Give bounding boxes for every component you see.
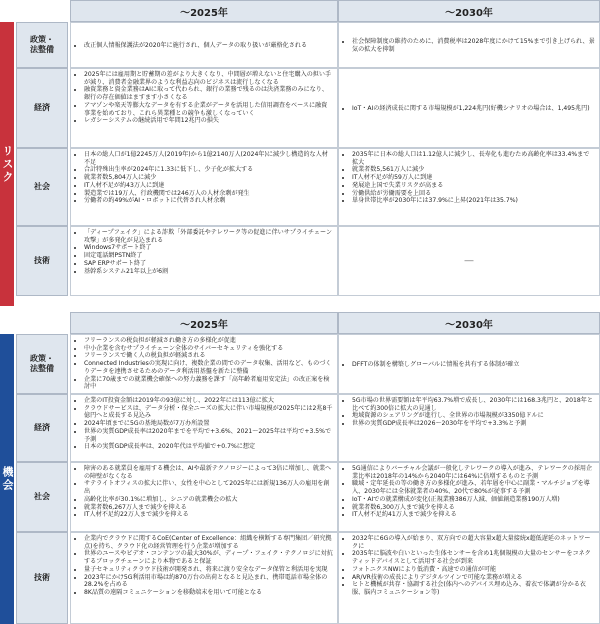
bullet-item: • 日本の実質GDP成長率は、2020年代は平均値で+0.7%に想定 [84, 443, 333, 451]
bullet-item: • 企業内でクラウドに関するCoE(Center of Excellence：組織を横断する専門集団／研究拠点)を持ち、クラウド化の経営管理を行う企業が増加する [84, 535, 333, 550]
bullet-item: • IT人材不足が約59万人に到達 [352, 174, 595, 182]
header-2030-b: ～2030年 [338, 312, 600, 334]
bullet-item: • 合計特殊出生率が2024年に1.33に低下し、少子化が拡大する [84, 166, 333, 174]
cell-2025 [70, 394, 338, 462]
bullet-item: • 単身世帯比率が2030年には37.9%に上昇(2021年は35.7%) [352, 197, 595, 205]
opportunity-band: 機会 [0, 334, 14, 624]
cell-2030 [338, 68, 600, 148]
cell-2030 [338, 148, 600, 226]
bullet-item: • フリーランスの税負担が軽減され働き方の多様化が促進 [84, 337, 333, 345]
bullet-item: • 2035年に脳波や白いといった生体センサーを含め1兆個規模の大量のセンサーをコネクティッドデバイスとして活用する社会が到来 [352, 550, 595, 565]
cell-2025 [70, 226, 338, 296]
header-2025: ～2025年 [70, 0, 338, 22]
cell-2030 [338, 226, 600, 296]
cell-2030 [338, 532, 600, 624]
category-label: 技術 [16, 226, 68, 296]
bullet-item: • IT人材不足約41万人まで減少を抑える [352, 511, 595, 519]
header-2030: ～2030年 [338, 0, 600, 22]
bullet-item: • フォトニクスNWにより低消費・高速での通信が可能 [352, 566, 595, 574]
bullet-item: • 固定電話網PSTN終了 [84, 252, 333, 260]
bullet-item: • 世界の実質GDP成長率は2026～2030年を平均で+3.3%と予測 [352, 420, 595, 428]
opportunity-row [14, 532, 600, 624]
bullet-item: • 5G通信によりバーチャル会議が一般化しテレワークの導入が進み、テレワークの採用企業比率は2018年の14%から2040年には64%に倍増するものと予測 [352, 465, 595, 480]
opportunity-row [14, 462, 600, 532]
bullet-item: • IoT・AIでの就業構成が変化(正規業務386万人減、価値創造業務190万人増) [352, 496, 595, 504]
cell-2030 [338, 334, 600, 394]
bullet-item: • 量子セキュリティクラウド技術が開発され、将来に渡り安全なデータ保管と利活用を実現 [84, 566, 333, 574]
bullet-item: • 就業者数5,804万人に減少 [84, 174, 333, 182]
bullet-item: • 就業者数5,561万人に減少 [352, 166, 595, 174]
cell-2030 [338, 22, 600, 68]
bullet-item: • 5G市場の世界需要額は年平均63.7%増で成長し、2030年には168.3兆円と、2018年と比べて約300倍に拡大の見通し [352, 397, 595, 412]
bullet-item: • 中小企業を含むサプライチェーン全体のサイバーセキュリティを強化する [84, 345, 333, 353]
bullet-item: • 企業に70歳までの就業機会確保への努力義務を課す「高年齢者雇用安定法」の改正案を検討中 [84, 376, 333, 391]
bullet-item: • 就業者数6,300万人まで減少を抑える [352, 504, 595, 512]
bullet-item: • Windows7サポート終了 [84, 244, 333, 252]
bullet-item: • クラウドサービスは、データ分析・保全ニーズの拡大に伴い市場規模が2025年には2兆8千億円へと成長する見込み [84, 405, 333, 420]
bullet-item: • 高齢化比率が30.1%に増加し、シニアの就業機会の拡大 [84, 496, 333, 504]
bullet-item: • 2025年には雇用期と貯蓄期の差がより大きくなり、中間層が増えないと住宅購入の担い手が減り、消費者金融業界のような利益志向のビジネスは流行しなくなる [84, 71, 333, 86]
bullet-item: • Connected Industriesの実現に向け、複数企業の間でのデータ収集、活用など、ものづくりデータを連携させるためのデータ利活用基盤を新たに整備 [84, 360, 333, 375]
risk-row [14, 68, 600, 148]
bullet-item: • 障害のある就業員を雇用する機会は、AIや最新テクノロジーによって3倍に増加し、就業への障壁がなくなる [84, 465, 333, 480]
bullet-item: • 地域資源のシェアリングが進行し、全世界の市場規模が3350億ドルに [352, 412, 595, 420]
risk-row [14, 22, 600, 68]
bullet-item: • サテライトオフィスの拡大に伴い、女性を中心として2025年には新規136万人の雇用を創出 [84, 480, 333, 495]
opportunity-section [0, 312, 600, 624]
bullet-item: • 2035年に日本の総人口は1.12億人に減少し、長寿化も進むため高齢化率は33.4%まで拡大 [352, 151, 595, 166]
risk-row [14, 226, 600, 296]
bullet-item: • フリーランスで働く人の税負担が軽減される [84, 352, 333, 360]
bullet-item: • 世界の実質GDP成長率は2020年までを平均で+3.6%、2021～2025年は平均で+3.5%で予測 [84, 428, 333, 443]
risk-band: リスク [0, 22, 14, 306]
bullet-item: • 基幹系システム21年以上が6割 [84, 268, 333, 276]
cell-2025 [70, 334, 338, 394]
risk-row [14, 148, 600, 226]
opportunity-row [14, 394, 600, 462]
cell-2030 [338, 394, 600, 462]
bullet-item: • ヒトと機械が共存・協調する社会(体内へのデバイス埋め込み、着衣で体調が分かる衣服、脳内コミュニケーション等) [352, 581, 595, 596]
bullet-item: • 「ディープフェイク」による詐欺「外部委託やテレワーク等の促進に伴いサプライチェーン攻撃」が多発化が見込まれる [84, 229, 333, 244]
bullet-item: • 労働供給が労働需要を上回る [352, 190, 595, 198]
category-label: 経済 [16, 68, 68, 148]
bullet-item: • IT人材不足が約43万人に到達 [84, 182, 333, 190]
cell-2025 [70, 532, 338, 624]
bullet-item: • 融資業務と資金業務はAIに取って代わられ、銀行の業務で残るのは決済業務のみになり、銀行の存在価値はますます小さくなる [84, 86, 333, 101]
category-label: 経済 [16, 394, 68, 462]
bullet-item: • 日本の総人口が1億2245万人(2019年)から1億2140万人(2024年)に減少し構造的な人材不足 [84, 151, 333, 166]
opportunity-row [14, 334, 600, 394]
bullet-item: • IoT・AIの経済成長に関する市場規模が1,224兆円(好機シナリオの場合は、1,495兆円) [352, 105, 595, 113]
cell-2025 [70, 148, 338, 226]
cell-2030 [338, 462, 600, 532]
bullet-item: • 労働者の約49%がAI・ロボットに代替され人材余剰 [84, 197, 333, 205]
cell-2025 [70, 68, 338, 148]
bullet-item: • 8K品質の遠隔コミュニケーションを移動端末を用いて可能となる [84, 589, 333, 597]
category-label: 技術 [16, 532, 68, 624]
bullet-item: • IT人材不足約22万人まで減少を抑える [84, 511, 333, 519]
bullet-item: • SAP ERPサポート終了 [84, 260, 333, 268]
bullet-item: • 発展途上国で失業リスクが高まる [352, 182, 595, 190]
bullet-item: • 改正個人情報保護法が2020年に施行され、個人データの取り扱いが厳格化される [84, 42, 333, 50]
risk-section [0, 0, 600, 306]
bullet-item: • 企業のIT投資金額は2019年の93億に対し、2022年には113億に拡大 [84, 397, 333, 405]
category-label: 政策・ 法整備 [16, 334, 68, 394]
category-label: 社会 [16, 462, 68, 532]
bullet-item: • 2024年頃までに5Gの基地局数が7万办所設置 [84, 420, 333, 428]
bullet-item: • 製造業では19万人、行政機関では246万人の人材余剰が発生 [84, 190, 333, 198]
cell-2025 [70, 462, 338, 532]
category-label: 社会 [16, 148, 68, 226]
bullet-item: • 世界のユースやビデオ・コンテンツの最大30%が、ディープ・フェイク・テクノロジに対抗するブロックチェーンにより本物であると保証 [84, 550, 333, 565]
category-label: 政策・ 法整備 [16, 22, 68, 68]
header-2025-b: ～2025年 [70, 312, 338, 334]
bullet-item: • レガシーシステムの継続活用で年間12兆円の損失 [84, 117, 333, 125]
bullet-item: • AR/VR技術の成長によりデジタルツインで可能な業務が増える [352, 574, 595, 582]
bullet-item: • 職域・定年延長の等の働き方の多様化が進み、若年層を中心に副業・マルチジョブを導入、2030年には全体就業者の40%、20代で80%が従事する予測 [352, 480, 595, 495]
bullet-item: • 社会保障制度の維持のために、消費税率は2028年度にかけて15%まで引き上げられ、景気の拡大を抑制 [352, 38, 595, 53]
bullet-item: • 就業者数6,267万人まで減少を抑える [84, 504, 333, 512]
bullet-item: • アマゾンや楽天等膨大なデータを有する企業がデータを活用した信用調査をベースに融資事業を始めており、これら異業種との競争も激しくなっていく [84, 102, 333, 117]
bullet-item: • 2032年に6Gの導入が始まり、双方向での超大容量x超大量接続x超低遅延のネットワークに [352, 535, 595, 550]
bullet-item: • 2023年にかけ5G利活用市場は約870万台の出荷となると見込まれ、携帯電話市場全体の28.2%を占める [84, 574, 333, 589]
bullet-item: • DFFTの体制を構築しグローバルに情報を共有する体制が確立 [352, 361, 595, 369]
empty-dash: ― [464, 255, 474, 266]
cell-2025 [70, 22, 338, 68]
